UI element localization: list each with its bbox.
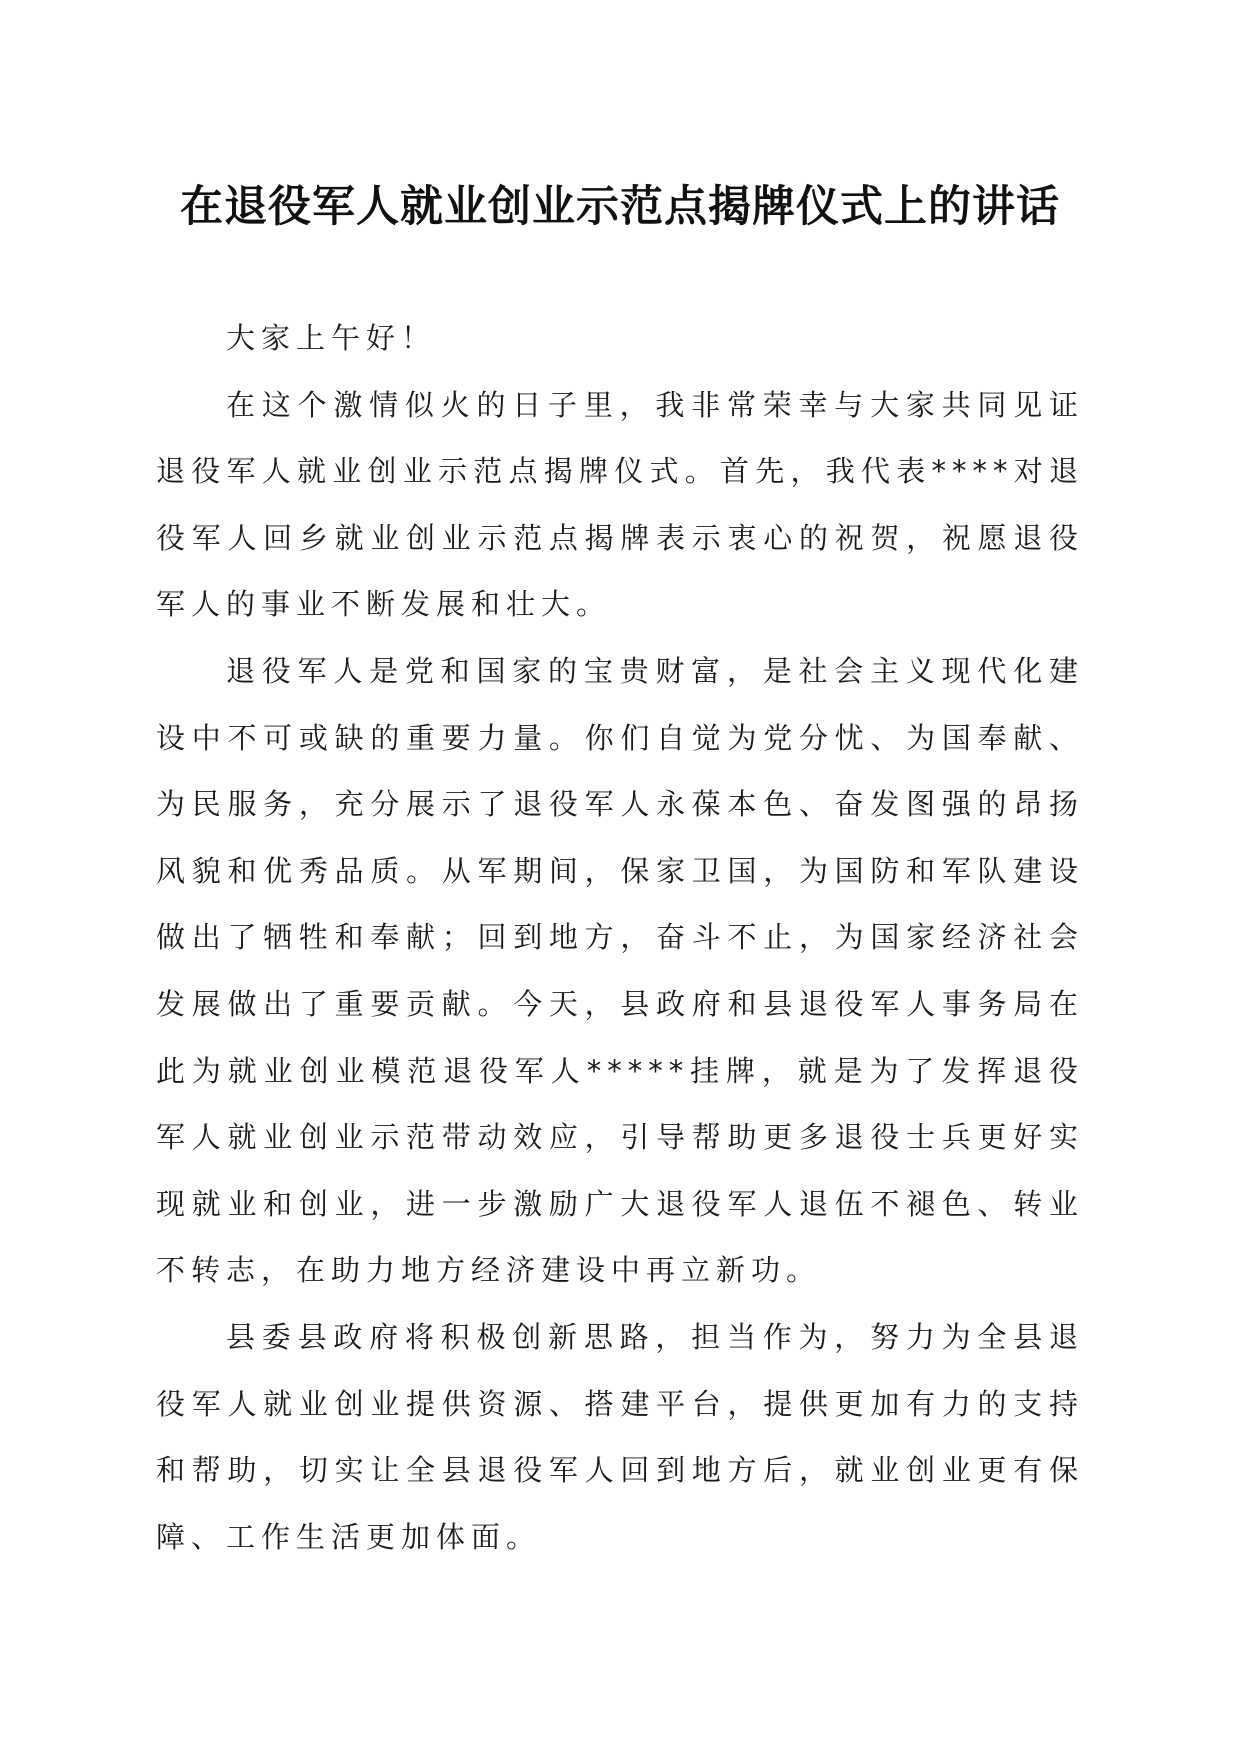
paragraph-greeting: 大家上午好！	[226, 321, 437, 355]
paragraph-opening: 在这个激情似火的日子里，我非常荣幸与大家共同见证退役军人就业创业示范点揭牌仪式。首先，我代表****对退役军人回乡就业创业示范点揭牌表示衷心的祝贺，祝愿退役军人的事业不断发展和壮大。	[156, 387, 1084, 622]
paragraph-tribute: 退役军人是党和国家的宝贵财富，是社会主义现代化建设中不可或缺的重要力量。你们自觉为党分忧、为国奉献、为民服务，充分展示了退役军人永葆本色、奋发图强的昂扬风貌和优秀品质。从军期间，保家卫国，为国防和军队建设做出了牺牲和奉献；回到地方，奋斗不止，为国家经济社会发展做出了重要贡献。今天，县政府和县退役军人事务局在此为就业创业模范退役军人*****挂牌，就是为了发挥退役军人就业创业示范带动效应，引导帮助更多退役士兵更好实现就业和创业，进一步激励广大退役军人退伍不褪色、转业不转志，在助力地方经济建设中再立新功。	[156, 653, 1084, 1288]
document-body	[156, 305, 1084, 1570]
paragraph-commitment: 县委县政府将积极创新思路，担当作为，努力为全县退役军人就业创业提供资源、搭建平台，提供更加有力的支持和帮助，切实让全县退役军人回到地方后，就业创业更有保障、工作生活更加体面。	[156, 1319, 1084, 1554]
document-title: 在退役军人就业创业示范点揭牌仪式上的讲话	[180, 182, 1060, 232]
